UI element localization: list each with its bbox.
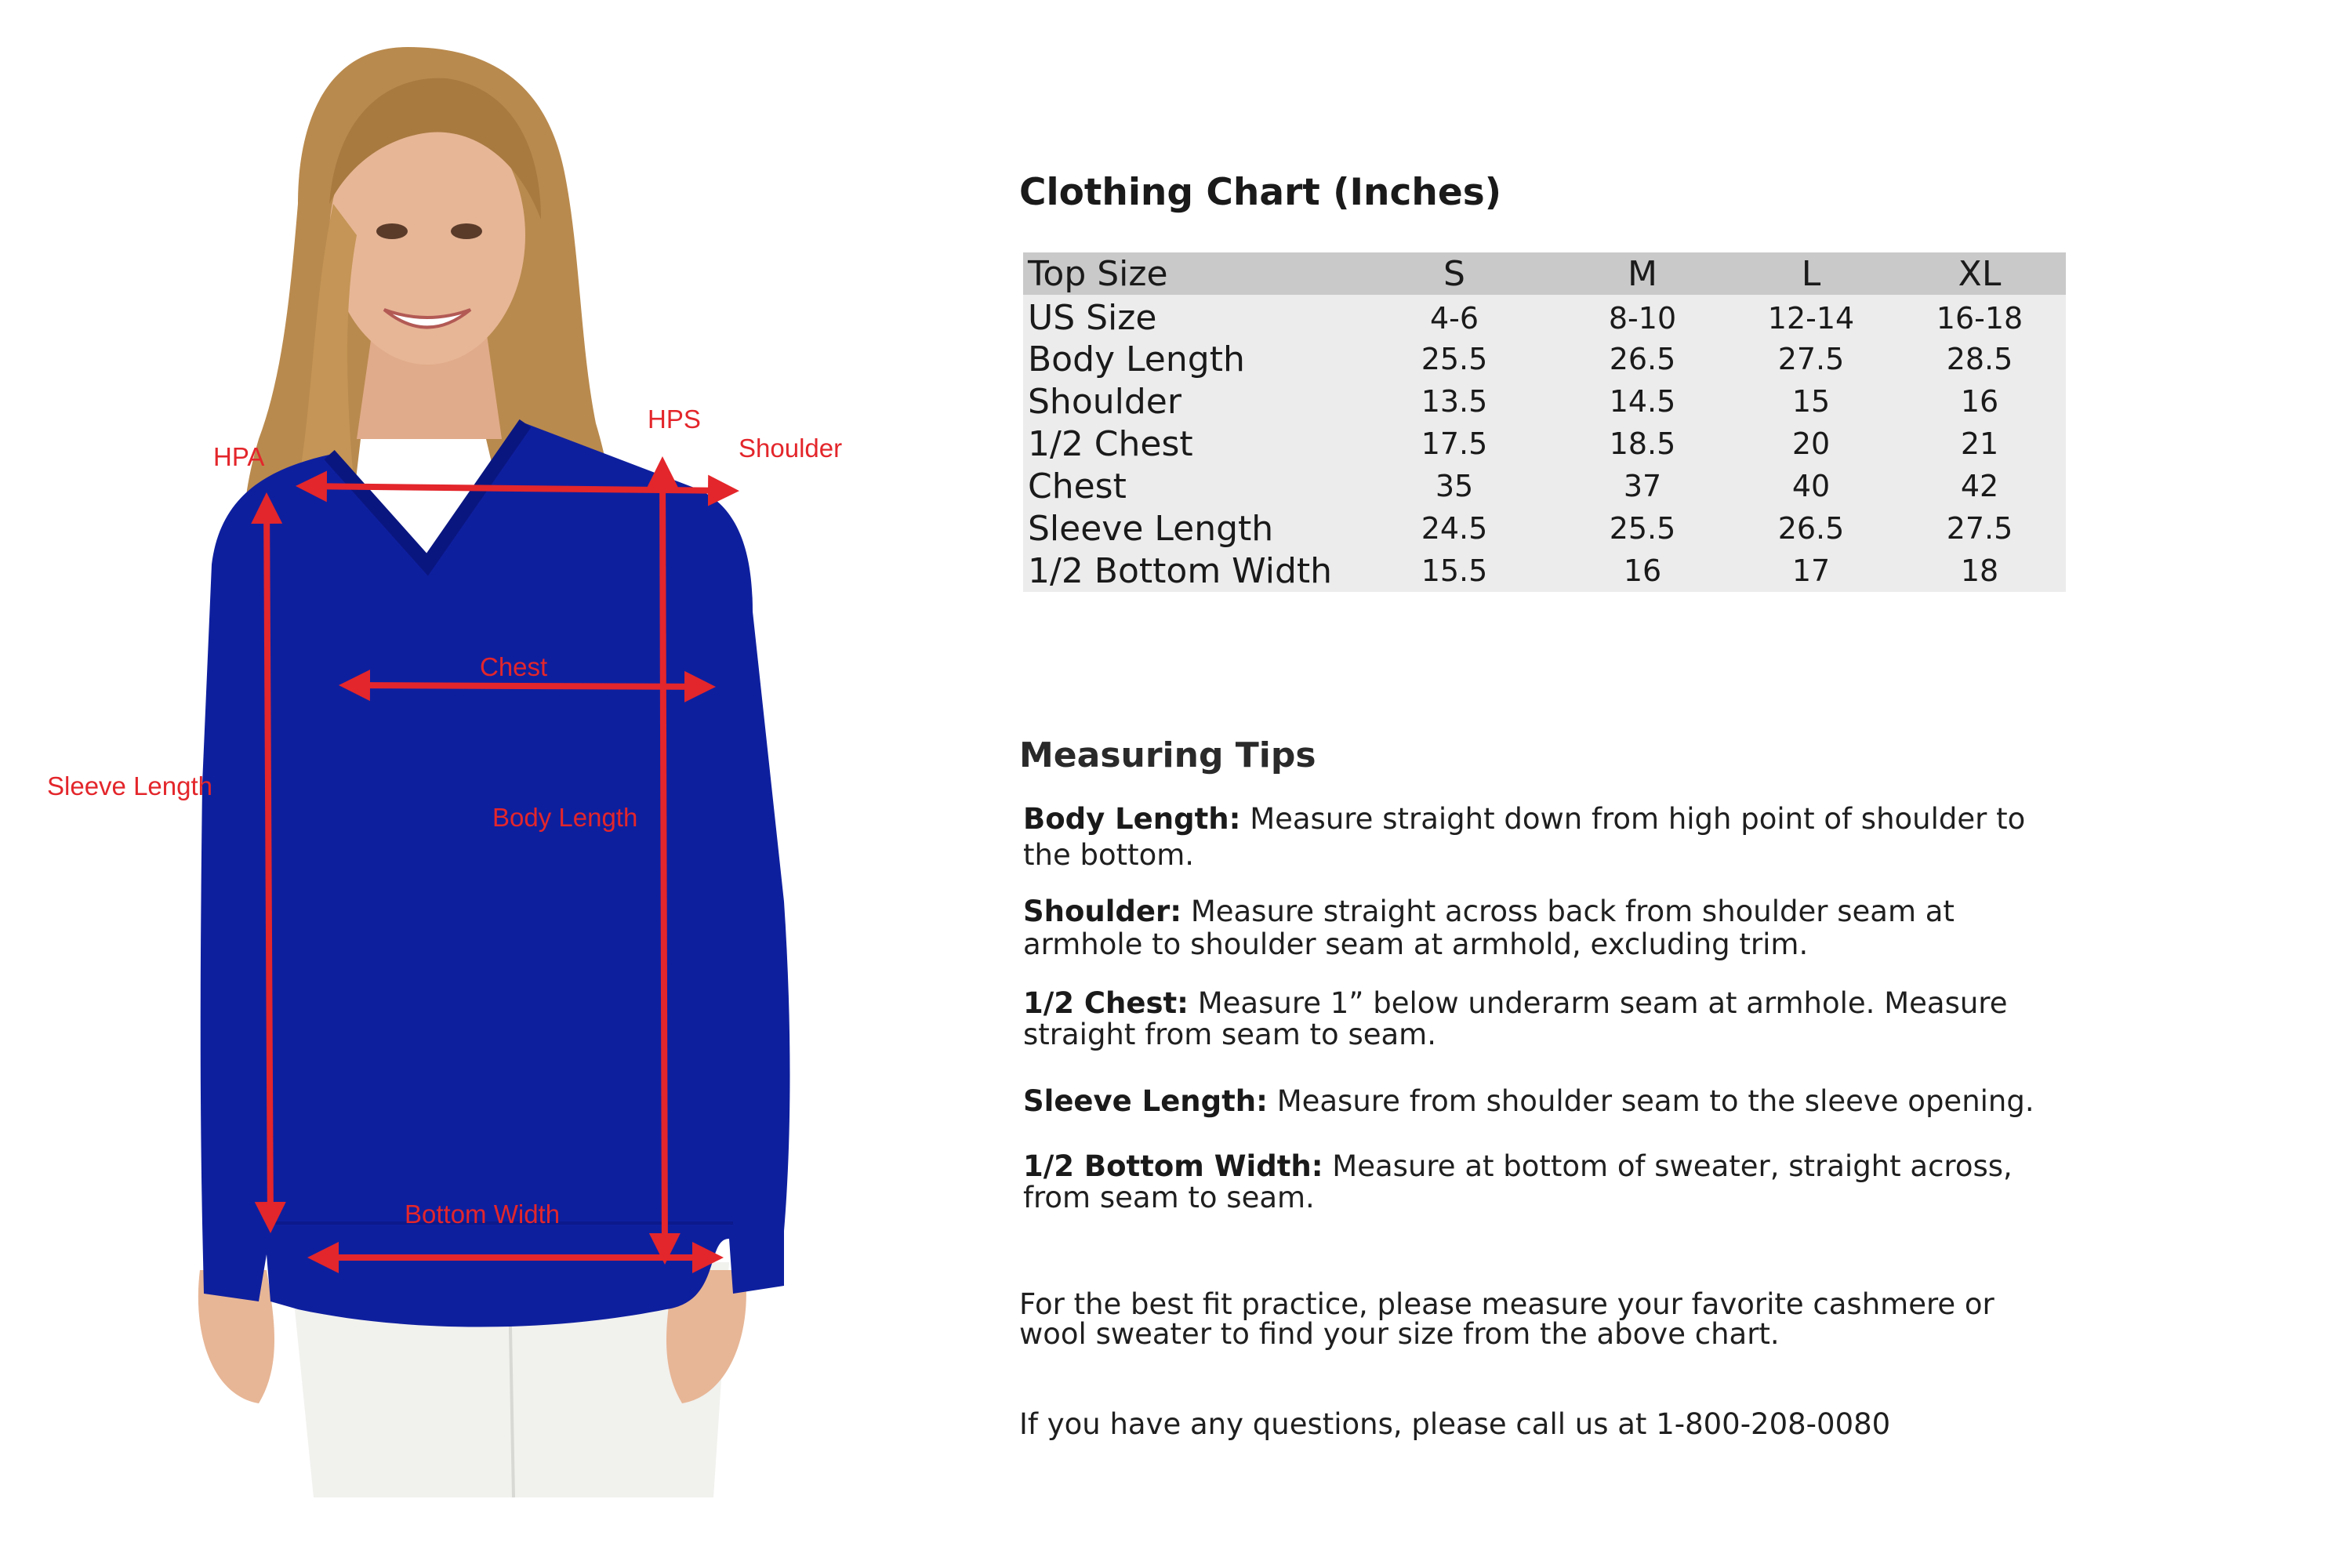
- row-label: Sleeve Length: [1028, 508, 1274, 549]
- table-row: [1023, 550, 2066, 592]
- label-body-length: Body Length: [492, 803, 638, 832]
- tip-term: Shoulder:: [1023, 895, 1182, 928]
- table-row: [1023, 465, 2066, 507]
- column-header: Top Size: [1028, 253, 1168, 294]
- tip-term: 1/2 Chest:: [1023, 986, 1189, 1020]
- table-cell: 17: [1791, 554, 1831, 588]
- table-cell: 18: [1960, 554, 1999, 588]
- column-header: L: [1801, 253, 1821, 294]
- tip-half-bottom-width: [1023, 1151, 2058, 1214]
- sleeve-length-arrow: [267, 499, 270, 1227]
- table-cell: 20: [1791, 426, 1831, 461]
- row-label: Chest: [1028, 466, 1127, 506]
- tip-text: Measure at bottom of sweater, straight across, from seam to seam.: [1023, 1149, 2013, 1214]
- table-cell: 40: [1791, 469, 1831, 503]
- tip-shoulder: [1023, 895, 2058, 961]
- row-label: 1/2 Bottom Width: [1028, 550, 1333, 591]
- table-row: [1023, 380, 2066, 423]
- tip-sleeve-length: [1023, 1083, 2058, 1120]
- tip-half-chest: [1023, 988, 2058, 1051]
- column-header: S: [1443, 253, 1465, 294]
- table-cell: 8-10: [1608, 300, 1677, 336]
- label-bottom-width: Bottom Width: [405, 1200, 561, 1229]
- label-chest: Chest: [480, 652, 548, 681]
- tip-body-length: [1023, 801, 2058, 873]
- tip-term: Sleeve Length:: [1023, 1084, 1268, 1118]
- label-shoulder: Shoulder: [739, 434, 843, 463]
- table-cell: 15.5: [1421, 554, 1488, 588]
- tip-text: Measure straight across back from shoulder seam at armhole to shoulder seam at armhold, excluding trim.: [1023, 895, 1955, 961]
- table-cell: 16-18: [1936, 300, 2024, 336]
- model-illustration: [0, 0, 964, 1497]
- table-cell: 18.5: [1609, 426, 1676, 461]
- table-cell: 35: [1435, 469, 1474, 503]
- table-cell: 37: [1623, 469, 1662, 503]
- column-header: XL: [1958, 253, 2002, 294]
- fit-note: For the best fit practice, please measure your favorite cashmere or wool sweater to find your size from the above chart.: [1019, 1287, 1994, 1351]
- table-cell: 42: [1960, 469, 1999, 503]
- measuring-tips-title: Measuring Tips: [1019, 735, 1316, 775]
- tip-text: Measure from shoulder seam to the sleeve opening.: [1267, 1084, 2034, 1118]
- table-cell: 12-14: [1767, 300, 1855, 336]
- table-cell: 21: [1960, 426, 1999, 461]
- tip-text: Measure straight down from high point of shoulder to the bottom.: [1023, 802, 2026, 872]
- table-cell: 27.5: [1777, 342, 1845, 376]
- table-cell: 15: [1791, 384, 1831, 419]
- chart-title: Clothing Chart (Inches): [1019, 171, 1502, 214]
- label-hps: HPS: [648, 405, 701, 434]
- table-cell: 14.5: [1609, 384, 1676, 419]
- column-header: M: [1628, 253, 1657, 294]
- tip-term: 1/2 Bottom Width:: [1023, 1149, 1323, 1183]
- table-cell: 13.5: [1421, 384, 1488, 419]
- row-label: Shoulder: [1028, 381, 1181, 422]
- table-cell: 24.5: [1421, 511, 1488, 546]
- table-cell: 25.5: [1421, 342, 1488, 376]
- model-figure: [0, 0, 964, 1497]
- sweater: [201, 423, 790, 1327]
- row-label: Body Length: [1028, 339, 1245, 379]
- chest-arrow: [345, 685, 710, 687]
- table-cell: 25.5: [1609, 511, 1676, 546]
- table-row: [1023, 338, 2066, 380]
- table-cell: 17.5: [1421, 426, 1488, 461]
- table-cell: 4-6: [1429, 300, 1479, 336]
- contact-note: If you have any questions, please call us at 1-800-208-0080: [1019, 1407, 1891, 1441]
- size-chart-table: [1023, 252, 2066, 592]
- table-cell: 28.5: [1946, 342, 2013, 376]
- table-row: [1023, 423, 2066, 465]
- tip-text: Measure 1” below underarm seam at armhole. Measure straight from seam to seam.: [1023, 986, 2008, 1051]
- table-cell: 16: [1623, 554, 1662, 588]
- table-row: [1023, 295, 2066, 338]
- table-header-row: [1023, 252, 2066, 295]
- body-length-arrow: [662, 463, 665, 1258]
- label-sleeve-length: Sleeve Length: [47, 771, 213, 800]
- table-cell: 27.5: [1946, 511, 2013, 546]
- tip-term: Body Length:: [1023, 802, 1241, 836]
- row-label: 1/2 Chest: [1028, 423, 1193, 464]
- row-label: US Size: [1028, 298, 1157, 338]
- table-row: [1023, 507, 2066, 550]
- table-cell: 26.5: [1777, 511, 1845, 546]
- table-cell: 26.5: [1609, 342, 1676, 376]
- table-cell: 16: [1960, 384, 1999, 419]
- label-hpa: HPA: [213, 442, 265, 471]
